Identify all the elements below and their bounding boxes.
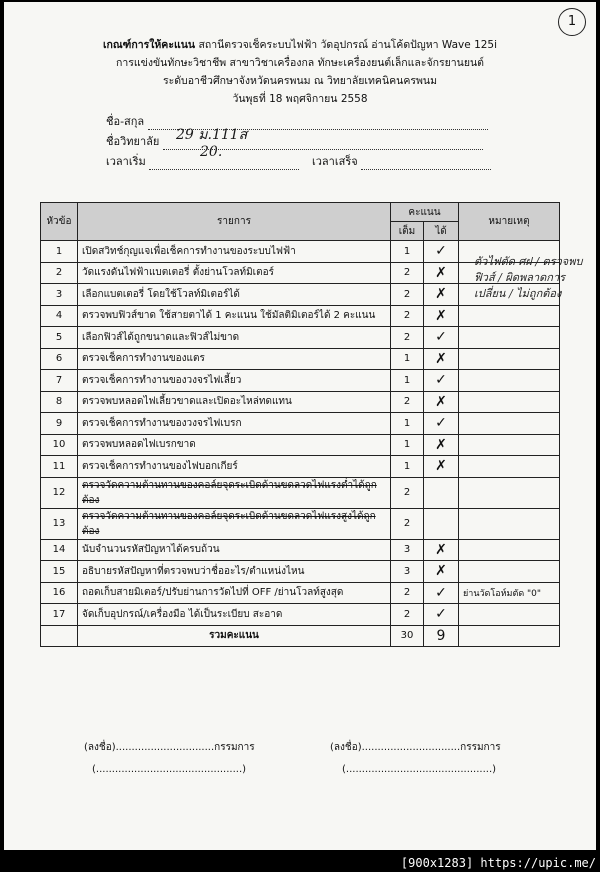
start-time-handwritten: 20. (200, 144, 223, 160)
table-row (41, 391, 560, 413)
row-item: ตรวจวัดความต้านทานของคอล์ยจุดระเบิดด้านขดลวดไฟแรงต่ำได้ถูกต้อง (78, 477, 391, 508)
row-full: 1 (391, 348, 424, 370)
header-line4: วันพุธที่ 18 พฤศจิกายน 2558 (232, 93, 368, 105)
page-number-circle: 1 (558, 8, 586, 36)
college-handwritten: 29 ม.111ส (176, 127, 248, 143)
row-note (459, 561, 560, 583)
row-got: ✗ (424, 348, 459, 370)
row-item: ตรวจเช็คการทำงานของวงจรไฟเลี้ยว (78, 370, 391, 392)
table-row (41, 561, 560, 583)
signature-left-name: (..............................................) (92, 764, 247, 775)
table-row (41, 477, 560, 508)
row-item: นับจำนวนรหัสปัญหาได้ครบถ้วน (78, 539, 391, 561)
row-item: จัดเก็บอุปกรณ์/เครื่องมือ ได้เป็นระเบียบ สะอาด (78, 604, 391, 626)
total-got: 9 (424, 625, 459, 647)
row-no: 1 (41, 241, 78, 263)
end-time-line (361, 157, 491, 170)
row-item: เลือกฟิวส์ได้ถูกขนาดและฟิวส์ไม่ขาด (78, 327, 391, 349)
table-row (41, 604, 560, 626)
row-full: 3 (391, 561, 424, 583)
row-no: 11 (41, 456, 78, 478)
row-full: 2 (391, 327, 424, 349)
signature-left: (ลงชื่อ)...............................กรรมการ (84, 742, 255, 753)
signature-right-name: (..............................................) (342, 764, 497, 775)
row-no: 7 (41, 370, 78, 392)
row-note (459, 477, 560, 508)
row-no: 5 (41, 327, 78, 349)
college-label: ชื่อวิทยาลัย (106, 135, 160, 148)
name-field (106, 112, 488, 130)
row-note: ย่านวัดโอห์มตัด "0" (459, 582, 560, 604)
upload-footer: [900x1283] https://upic.me/ (400, 856, 596, 870)
end-time-field (312, 152, 491, 170)
total-label: รวมคะแนน (78, 625, 391, 647)
row-full: 1 (391, 241, 424, 263)
row-got: ✓ (424, 413, 459, 435)
row-no: 12 (41, 477, 78, 508)
row-got: ✗ (424, 284, 459, 306)
row-got: ✗ (424, 434, 459, 456)
row-item: ตรวจพบหลอดไฟเลี้ยวขาดและเปิดอะไหล่ทดแทน (78, 391, 391, 413)
row-item: ตรวจเช็คการทำงานของแตร (78, 348, 391, 370)
row-item: ตรวจเช็คการทำงานของวงจรไฟเบรก (78, 413, 391, 435)
row-got (424, 508, 459, 539)
total-note (459, 625, 560, 647)
row-full: 2 (391, 262, 424, 284)
row-note (459, 604, 560, 626)
table-row (41, 434, 560, 456)
row-note (459, 434, 560, 456)
row-full: 1 (391, 434, 424, 456)
row-full: 2 (391, 477, 424, 508)
row-item: วัดแรงดันไฟฟ้าแบตเตอรี่ ตั้งย่านโวลท์มิเตอร์ (78, 262, 391, 284)
row-no: 8 (41, 391, 78, 413)
row-item: ตรวจพบฟิวส์ขาด ใช้สายตาได้ 1 คะแนน ใช้มัลติมิเตอร์ได้ 2 คะแนน (78, 305, 391, 327)
header-line2: การแข่งขันทักษะวิชาชีพ สาขาวิชาเครื่องกล ทักษะเครื่องยนต์เล็กและจักรยานยนต์ (116, 57, 484, 69)
header-title (0, 36, 600, 53)
handwritten-note: ตัวไฟตัด ศฝ / ตรวจพบฟิวส์ / ผิดพลาดการเปลี่ยน / ไม่ถูกต้อง (474, 255, 583, 300)
table-row (41, 456, 560, 478)
row-note (459, 508, 560, 539)
table-row (41, 348, 560, 370)
total-full: 30 (391, 625, 424, 647)
row-no: 13 (41, 508, 78, 539)
row-note (459, 413, 560, 435)
row-no: 6 (41, 348, 78, 370)
table-row (41, 413, 560, 435)
row-no: 17 (41, 604, 78, 626)
col-header-score: คะแนน (391, 203, 459, 222)
row-full: 1 (391, 370, 424, 392)
row-full: 2 (391, 508, 424, 539)
row-full: 2 (391, 305, 424, 327)
row-no: 15 (41, 561, 78, 583)
row-no: 9 (41, 413, 78, 435)
col-header-item: รายการ (78, 203, 391, 241)
header-title-bold: เกณฑ์การให้คะแนน (102, 39, 196, 51)
row-got: ✗ (424, 561, 459, 583)
row-full: 3 (391, 539, 424, 561)
row-note (459, 456, 560, 478)
row-no: 16 (41, 582, 78, 604)
row-item: ตรวจวัดความต้านทานของคอล์ยจุดระเบิดด้านขดลวดไฟแรงสูงได้ถูกต้อง (78, 508, 391, 539)
table-row (41, 508, 560, 539)
row-no: 4 (41, 305, 78, 327)
row-full: 2 (391, 284, 424, 306)
row-no: 14 (41, 539, 78, 561)
row-no: 3 (41, 284, 78, 306)
row-full: 1 (391, 456, 424, 478)
row-got: ✗ (424, 539, 459, 561)
row-full: 2 (391, 604, 424, 626)
row-got: ✗ (424, 456, 459, 478)
row-note (459, 391, 560, 413)
row-no: 10 (41, 434, 78, 456)
row-item: ถอดเก็บสายมิเตอร์/ปรับย่านการวัดไปที่ OFF /ย่านโวลท์สูงสุด (78, 582, 391, 604)
row-item: อธิบายรหัสปัญหาที่ตรวจพบว่าชื่ออะไร/ตำแหน่งไหน (78, 561, 391, 583)
row-got: ✓ (424, 327, 459, 349)
table-row (41, 539, 560, 561)
row-item: ตรวจพบหลอดไฟเบรกขาด (78, 434, 391, 456)
row-got: ✓ (424, 604, 459, 626)
col-header-note: หมายเหตุ (459, 203, 560, 241)
row-item: ตรวจเช็คการทำงานของไฟบอกเกียร์ (78, 456, 391, 478)
row-no: 2 (41, 262, 78, 284)
row-got (424, 477, 459, 508)
header-line3: ระดับอาชีวศึกษาจังหวัดนครพนม ณ วิทยาลัยเทคนิคนครพนม (162, 75, 438, 87)
name-label: ชื่อ-สกุล (106, 115, 145, 128)
row-got: ✗ (424, 262, 459, 284)
row-got: ✓ (424, 241, 459, 263)
start-time-line (149, 157, 299, 170)
row-got: ✓ (424, 582, 459, 604)
college-field (106, 132, 483, 150)
row-got: ✗ (424, 305, 459, 327)
row-full: 1 (391, 413, 424, 435)
row-note (459, 539, 560, 561)
signature-right: (ลงชื่อ)...............................กรรมการ (330, 742, 501, 753)
row-item: เปิดสวิทช์กุญแจเพื่อเช็คการทำงานของระบบไฟฟ้า (78, 241, 391, 263)
start-time-label: เวลาเริ่ม (106, 155, 146, 168)
row-got: ✗ (424, 391, 459, 413)
header-title-rest: สถานีตรวจเช็คระบบไฟฟ้า วัดอุปกรณ์ อ่านโค้ดปัญหา Wave 125i (198, 39, 498, 51)
table-row (41, 370, 560, 392)
row-got: ✓ (424, 370, 459, 392)
end-time-label: เวลาเสร็จ (312, 155, 358, 168)
row-note (459, 348, 560, 370)
row-full: 2 (391, 391, 424, 413)
total-no-cell (41, 625, 78, 647)
row-note (459, 370, 560, 392)
table-row (41, 582, 560, 604)
col-header-full: เต็ม (391, 222, 424, 241)
col-header-got: ได้ (424, 222, 459, 241)
row-item: เลือกแบตเตอรี่ โดยใช้โวลท์มิเตอร์ได้ (78, 284, 391, 306)
row-full: 2 (391, 582, 424, 604)
col-header-no: หัวข้อ (41, 203, 78, 241)
